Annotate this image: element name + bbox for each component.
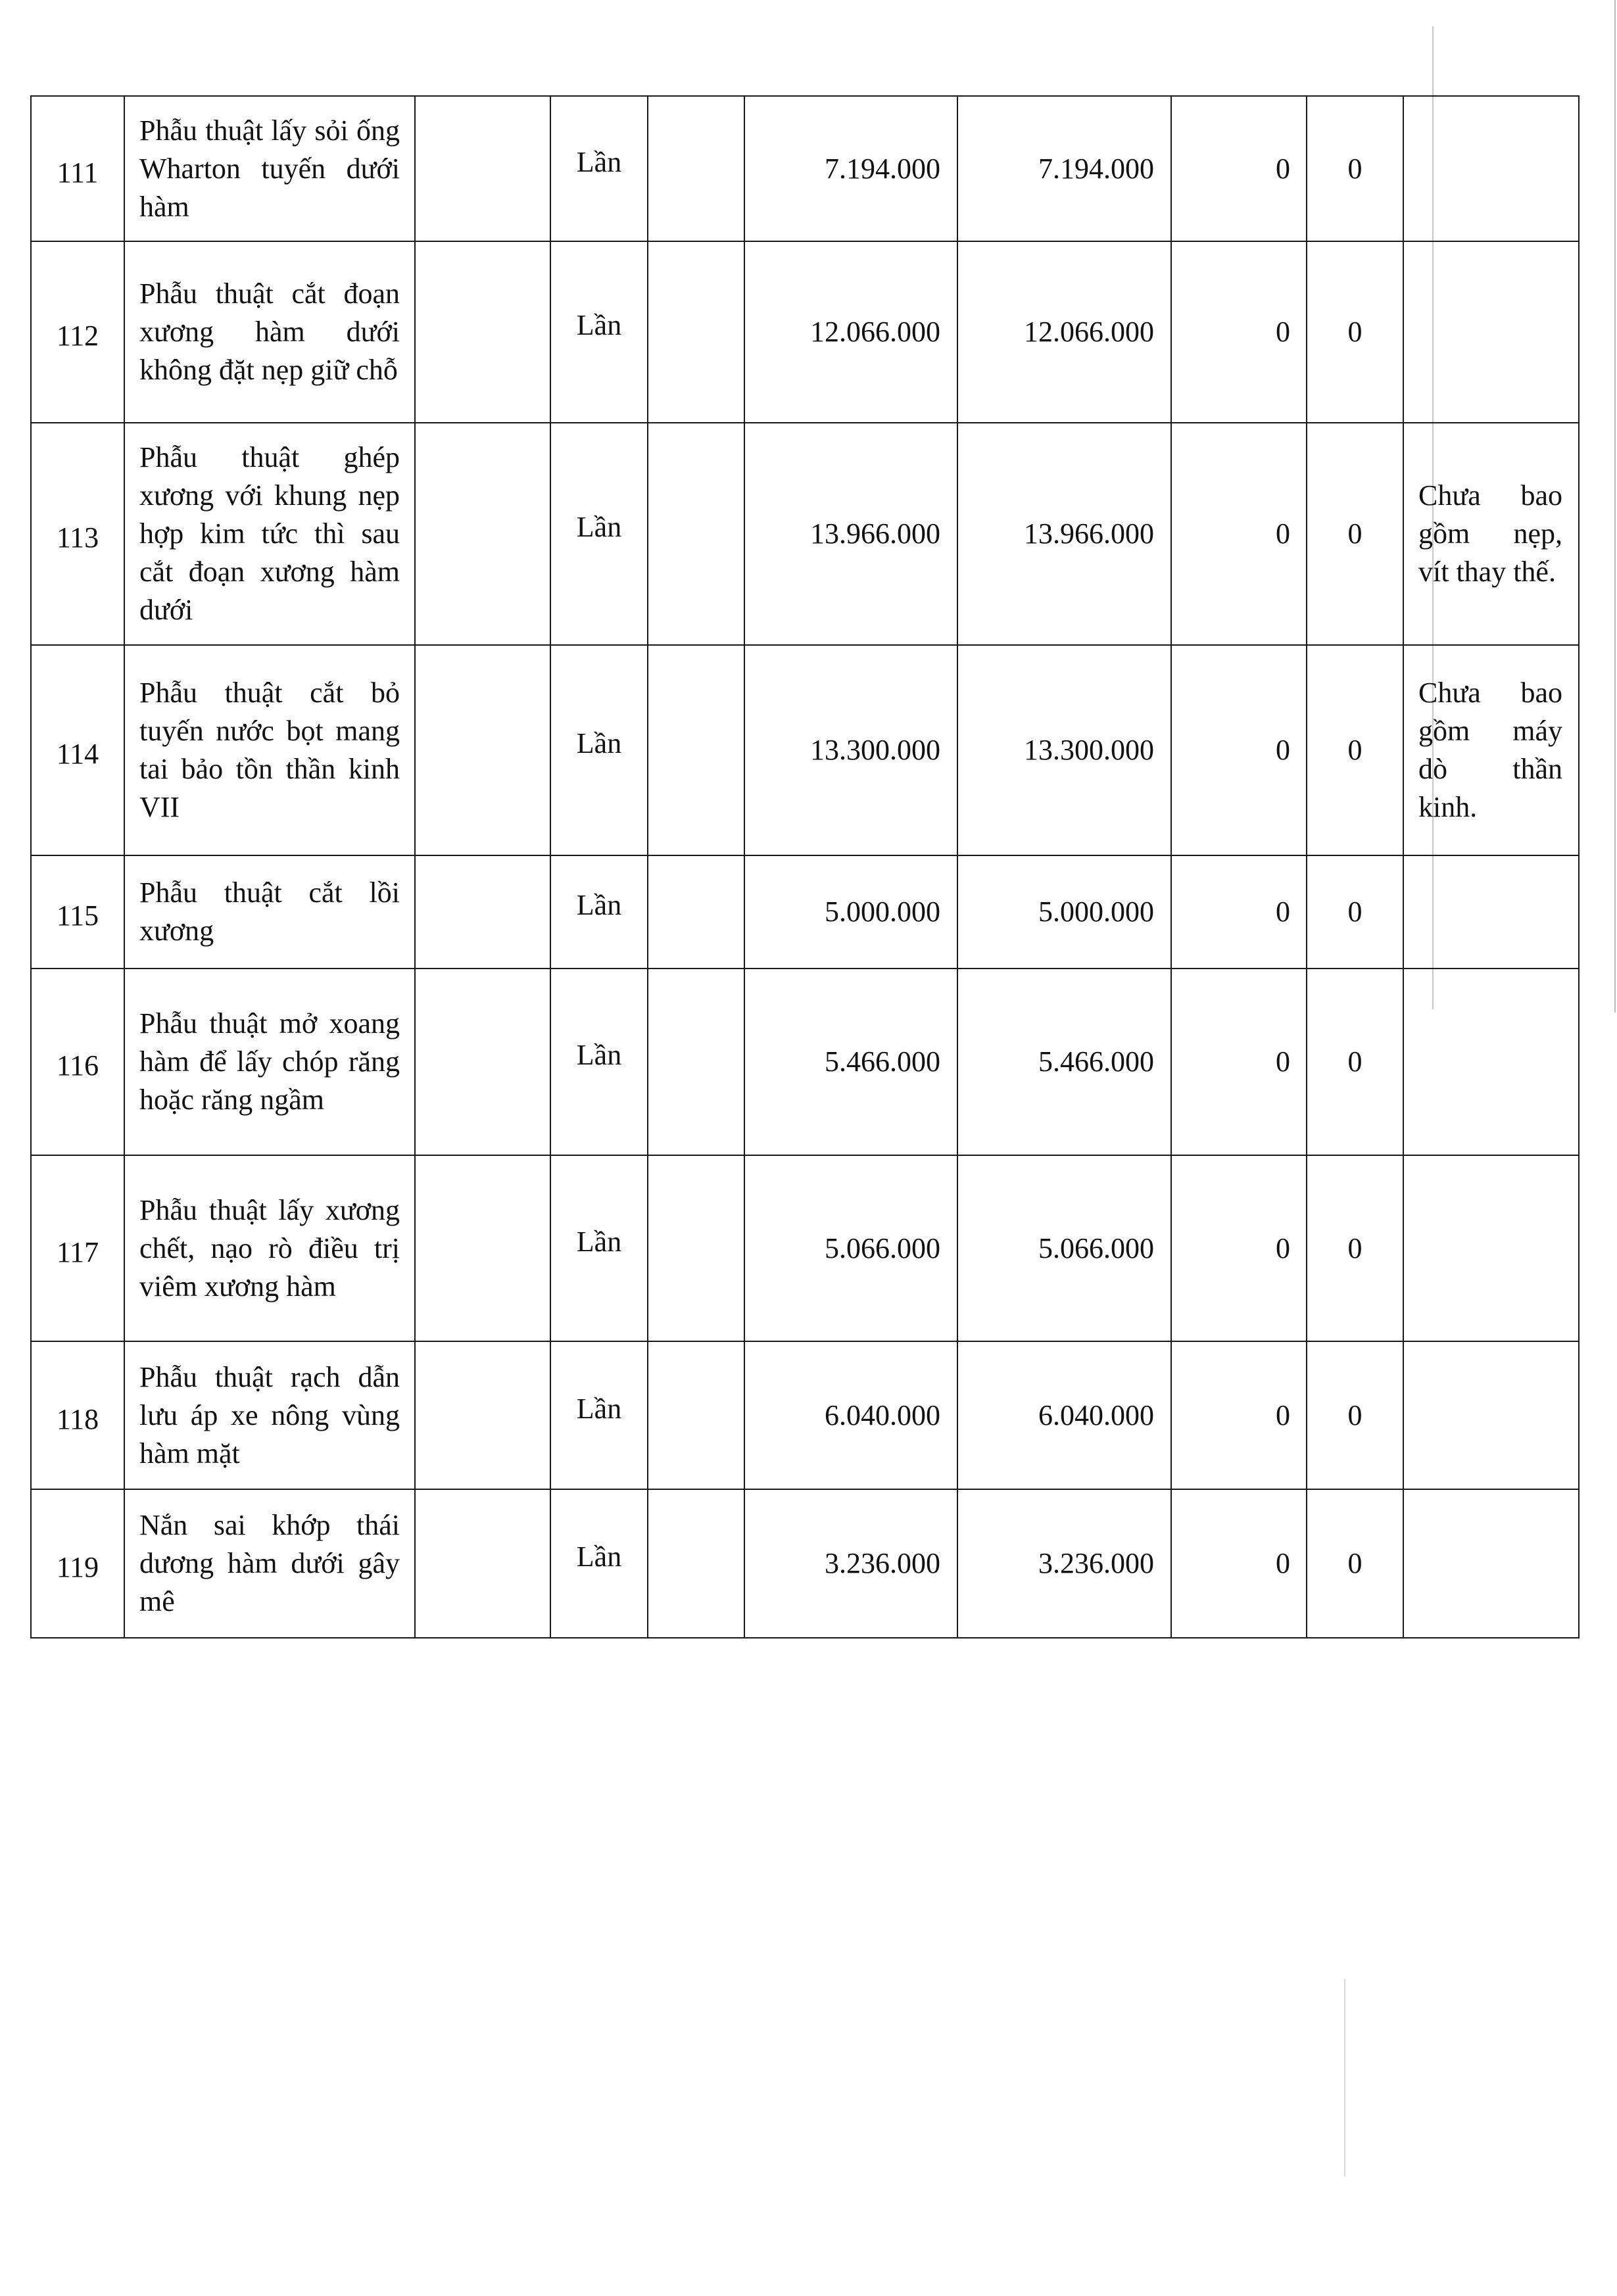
value-a-cell xyxy=(1171,855,1307,969)
empty-cell xyxy=(415,1155,550,1341)
price-cell-2 xyxy=(957,855,1171,969)
price-cell-2 xyxy=(957,241,1171,423)
unit-cell xyxy=(550,855,648,969)
price-value-1: 13.966.000 xyxy=(810,517,940,550)
value-b: 0 xyxy=(1347,1045,1363,1078)
note-cell xyxy=(1403,855,1579,969)
unit-cell xyxy=(550,1155,648,1341)
price-cell-2 xyxy=(957,645,1171,855)
row-number-cell xyxy=(31,241,124,423)
value-a-cell xyxy=(1171,969,1307,1155)
row-number: 118 xyxy=(56,1402,99,1435)
price-cell-1 xyxy=(744,96,957,241)
value-b-cell xyxy=(1307,1341,1403,1489)
price-value-1: 5.066.000 xyxy=(825,1232,940,1264)
table-row xyxy=(31,969,1579,1155)
value-b-cell xyxy=(1307,969,1403,1155)
price-value-2: 5.066.000 xyxy=(1038,1232,1154,1264)
value-a: 0 xyxy=(1276,1232,1290,1264)
empty-cell xyxy=(648,855,744,969)
value-b-cell xyxy=(1307,241,1403,423)
row-number: 114 xyxy=(56,738,99,770)
unit-label: Lần xyxy=(576,145,622,178)
service-name: Phẫu thuật cắt bỏ tuyến nước bọt mang tai bảo tồn thần kinh VII xyxy=(139,677,400,823)
price-value-2: 12.066.000 xyxy=(1024,316,1154,348)
service-name: Nắn sai khớp thái dương hàm dưới gây mê xyxy=(139,1509,400,1617)
row-number-cell xyxy=(31,1155,124,1341)
price-cell-2 xyxy=(957,1489,1171,1638)
value-b: 0 xyxy=(1347,316,1363,348)
unit-cell xyxy=(550,645,648,855)
row-number: 115 xyxy=(56,899,99,932)
service-name-cell xyxy=(124,1155,415,1341)
note-cell xyxy=(1403,423,1579,645)
row-number-cell xyxy=(31,96,124,241)
price-cell-1 xyxy=(744,423,957,645)
value-b: 0 xyxy=(1347,734,1363,766)
price-value-1: 3.236.000 xyxy=(825,1547,940,1579)
unit-cell xyxy=(550,96,648,241)
row-number: 111 xyxy=(57,156,99,189)
price-value-1: 5.466.000 xyxy=(825,1045,940,1078)
value-a-cell xyxy=(1171,1341,1307,1489)
price-value-2: 3.236.000 xyxy=(1038,1547,1154,1579)
service-name-cell xyxy=(124,1489,415,1638)
price-value-2: 5.466.000 xyxy=(1038,1045,1154,1078)
price-value-2: 6.040.000 xyxy=(1038,1399,1154,1431)
empty-cell xyxy=(415,423,550,645)
scan-artifact-line xyxy=(1614,0,1616,1013)
row-number-cell xyxy=(31,423,124,645)
service-name: Phẫu thuật rạch dẫn lưu áp xe nông vùng hàm mặt xyxy=(139,1360,400,1470)
empty-cell xyxy=(415,645,550,855)
table-row xyxy=(31,855,1579,969)
service-name: Phẫu thuật lấy sỏi ống Wharton tuyến dưới hàm xyxy=(139,114,400,223)
price-cell-2 xyxy=(957,1155,1171,1341)
service-name-cell xyxy=(124,969,415,1155)
value-b: 0 xyxy=(1347,152,1363,185)
empty-cell xyxy=(415,1341,550,1489)
unit-label: Lần xyxy=(576,889,622,921)
value-b: 0 xyxy=(1347,1547,1363,1579)
price-cell-1 xyxy=(744,645,957,855)
service-name: Phẫu thuật mở xoang hàm để lấy chóp răng hoặc răng ngầm xyxy=(139,1007,400,1116)
value-b-cell xyxy=(1307,1155,1403,1341)
note-cell xyxy=(1403,241,1579,423)
value-b-cell xyxy=(1307,855,1403,969)
price-value-1: 12.066.000 xyxy=(810,316,940,348)
empty-cell xyxy=(648,241,744,423)
row-number: 116 xyxy=(56,1049,99,1082)
value-b: 0 xyxy=(1347,1399,1363,1431)
unit-label: Lần xyxy=(576,1039,622,1071)
empty-cell xyxy=(648,969,744,1155)
empty-cell xyxy=(415,96,550,241)
price-cell-2 xyxy=(957,969,1171,1155)
service-name-cell xyxy=(124,96,415,241)
table-row xyxy=(31,1155,1579,1341)
note-cell xyxy=(1403,1341,1579,1489)
price-value-2: 13.300.000 xyxy=(1024,734,1154,766)
value-b-cell xyxy=(1307,96,1403,241)
unit-label: Lần xyxy=(576,1225,622,1258)
note-cell xyxy=(1403,1489,1579,1638)
price-cell-1 xyxy=(744,241,957,423)
value-b: 0 xyxy=(1347,1232,1363,1264)
value-b: 0 xyxy=(1347,896,1363,928)
empty-cell xyxy=(648,645,744,855)
table-body xyxy=(31,96,1579,1638)
service-name-cell xyxy=(124,1341,415,1489)
note-cell xyxy=(1403,1155,1579,1341)
note-text: Chưa bao gồm máy dò thần kinh. xyxy=(1418,677,1562,823)
price-value-1: 13.300.000 xyxy=(810,734,940,766)
value-a: 0 xyxy=(1276,517,1290,550)
value-a-cell xyxy=(1171,1155,1307,1341)
service-name: Phẫu thuật cắt lồi xương xyxy=(139,876,400,947)
table-row xyxy=(31,1341,1579,1489)
row-number: 117 xyxy=(56,1235,99,1268)
value-a: 0 xyxy=(1276,896,1290,928)
unit-cell xyxy=(550,241,648,423)
price-value-1: 5.000.000 xyxy=(825,896,940,928)
empty-cell xyxy=(648,1155,744,1341)
row-number: 119 xyxy=(56,1551,99,1583)
service-name: Phẫu thuật lấy xương chết, nạo rò điều trị viêm xương hàm xyxy=(139,1193,400,1303)
value-b-cell xyxy=(1307,645,1403,855)
empty-cell xyxy=(648,96,744,241)
value-a-cell xyxy=(1171,241,1307,423)
value-a-cell xyxy=(1171,1489,1307,1638)
row-number-cell xyxy=(31,969,124,1155)
table-row xyxy=(31,241,1579,423)
value-a-cell xyxy=(1171,645,1307,855)
empty-cell xyxy=(415,855,550,969)
unit-cell xyxy=(550,423,648,645)
value-b: 0 xyxy=(1347,517,1363,550)
value-a: 0 xyxy=(1276,1547,1290,1579)
unit-label: Lần xyxy=(576,1541,622,1573)
row-number-cell xyxy=(31,855,124,969)
table-row xyxy=(31,423,1579,645)
service-name-cell xyxy=(124,241,415,423)
unit-label: Lần xyxy=(576,727,622,759)
value-a: 0 xyxy=(1276,152,1290,185)
table-row xyxy=(31,645,1579,855)
service-name-cell xyxy=(124,855,415,969)
price-cell-1 xyxy=(744,1155,957,1341)
value-a-cell xyxy=(1171,96,1307,241)
unit-cell xyxy=(550,1489,648,1638)
row-number-cell xyxy=(31,1489,124,1638)
price-value-2: 5.000.000 xyxy=(1038,896,1154,928)
service-name-cell xyxy=(124,645,415,855)
price-value-1: 6.040.000 xyxy=(825,1399,940,1431)
unit-label: Lần xyxy=(576,511,622,543)
empty-cell xyxy=(415,241,550,423)
empty-cell xyxy=(648,1341,744,1489)
price-cell-1 xyxy=(744,1489,957,1638)
price-cell-1 xyxy=(744,969,957,1155)
price-cell-2 xyxy=(957,1341,1171,1489)
price-cell-1 xyxy=(744,1341,957,1489)
value-a: 0 xyxy=(1276,734,1290,766)
price-value-2: 13.966.000 xyxy=(1024,517,1154,550)
row-number: 112 xyxy=(56,320,99,352)
unit-cell xyxy=(550,1341,648,1489)
note-cell xyxy=(1403,645,1579,855)
note-text: Chưa bao gồm nẹp, vít thay thế. xyxy=(1418,479,1562,588)
price-cell-2 xyxy=(957,96,1171,241)
value-a: 0 xyxy=(1276,1045,1290,1078)
value-a-cell xyxy=(1171,423,1307,645)
unit-label: Lần xyxy=(576,1392,622,1425)
row-number: 113 xyxy=(56,521,99,554)
unit-cell xyxy=(550,969,648,1155)
note-cell xyxy=(1403,96,1579,241)
price-value-2: 7.194.000 xyxy=(1038,152,1154,185)
price-cell-1 xyxy=(744,855,957,969)
service-name-cell xyxy=(124,423,415,645)
service-name: Phẫu thuật ghép xương với khung nẹp hợp kim tức thì sau cắt đoạn xương hàm dưới xyxy=(139,441,400,626)
row-number-cell xyxy=(31,645,124,855)
table-row xyxy=(31,96,1579,241)
scan-artifact-line xyxy=(1344,1979,1345,2176)
value-a: 0 xyxy=(1276,316,1290,348)
price-value-1: 7.194.000 xyxy=(825,152,940,185)
price-cell-2 xyxy=(957,423,1171,645)
value-a: 0 xyxy=(1276,1399,1290,1431)
value-b-cell xyxy=(1307,423,1403,645)
empty-cell xyxy=(648,1489,744,1638)
empty-cell xyxy=(648,423,744,645)
table-row xyxy=(31,1489,1579,1638)
service-name: Phẫu thuật cắt đoạn xương hàm dưới không đặt nẹp giữ chỗ xyxy=(139,277,400,386)
row-number-cell xyxy=(31,1341,124,1489)
empty-cell xyxy=(415,1489,550,1638)
service-price-table xyxy=(30,95,1580,1638)
note-cell xyxy=(1403,969,1579,1155)
empty-cell xyxy=(415,969,550,1155)
value-b-cell xyxy=(1307,1489,1403,1638)
unit-label: Lần xyxy=(576,309,622,341)
